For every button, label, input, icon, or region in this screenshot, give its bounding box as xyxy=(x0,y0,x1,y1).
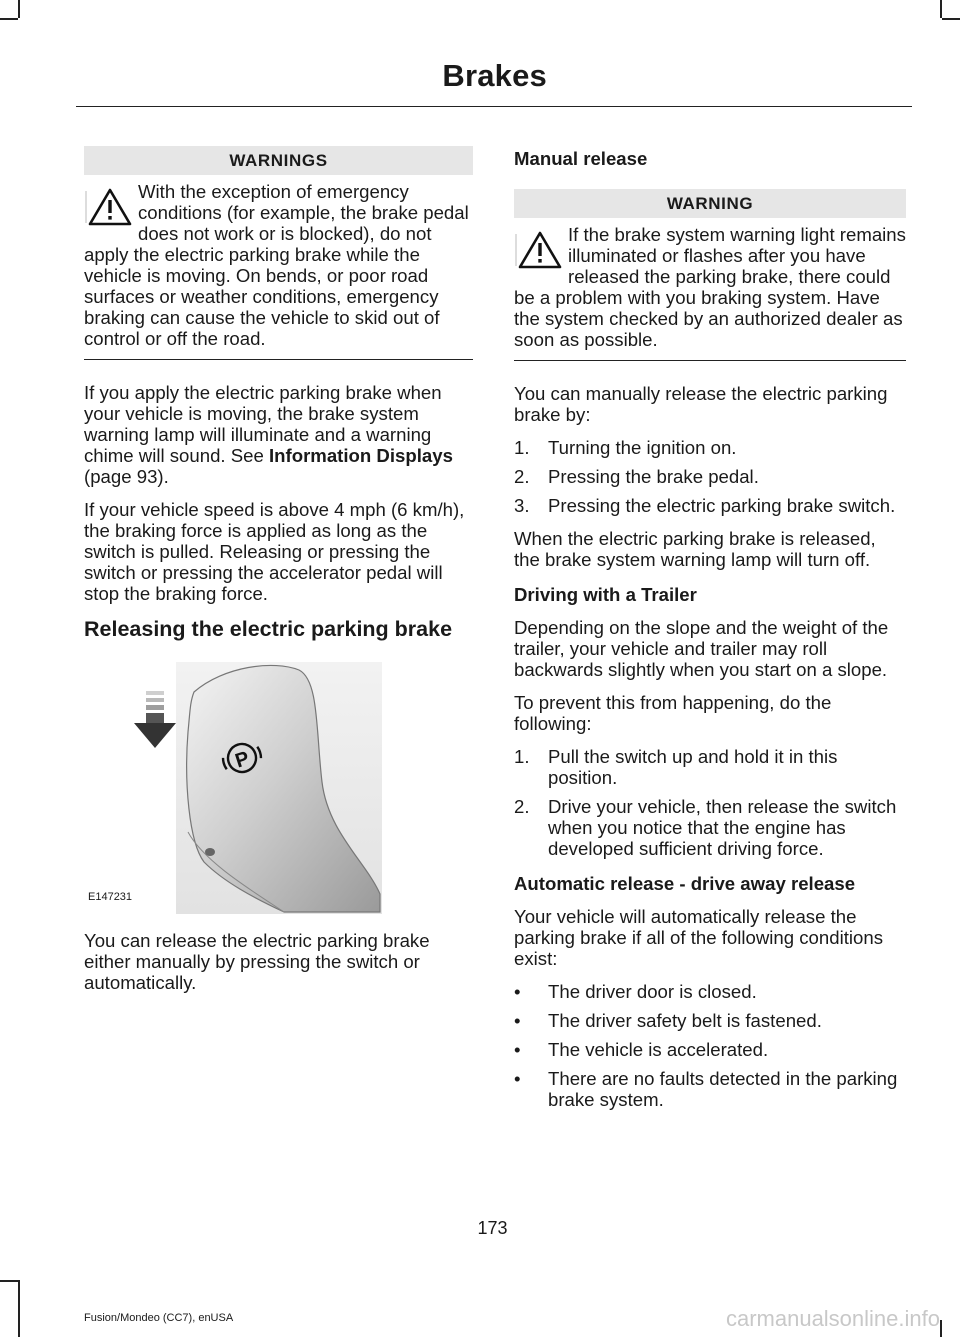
warning-text: With the exception of emergency conditions (for example, the brake pedal does not work or is blocked), do not apply the electric parking brake while the vehicle is moving. On bends, or poor road surfaces or weather conditions, emergency braking can cause the vehicle to skid out of control or off the road. xyxy=(84,181,469,349)
manual-release-steps xyxy=(514,437,906,516)
list-text: Pressing the brake pedal. xyxy=(548,466,759,487)
crop-mark xyxy=(940,1320,942,1337)
warning-text: If the brake system warning light remains illuminated or flashes after you have released the parking brake, there could be a problem with you braking system. Have the system checked by an authorized dealer as soon as possible. xyxy=(514,224,906,350)
paragraph: You can release the electric parking brake either manually by pressing the switch or automatically. xyxy=(84,930,430,993)
paragraph: Your vehicle will automatically release the parking brake if all of the following conditions exist: xyxy=(514,906,883,969)
paragraph: Depending on the slope and the weight of the trailer, your vehicle and trailer may roll backwards slightly when you start on a slope. xyxy=(514,617,889,680)
bullet: • xyxy=(514,981,521,1002)
warning-heading: WARNING xyxy=(514,189,906,218)
figure-code: E147231 xyxy=(88,891,133,903)
parking-brake-switch-illustration xyxy=(84,662,384,914)
list-text: The driver safety belt is fastened. xyxy=(548,1010,822,1031)
warning-triangle-icon xyxy=(514,230,562,270)
crop-mark xyxy=(940,0,942,18)
warning-body xyxy=(514,224,906,350)
page-title: Brakes xyxy=(442,58,547,93)
model-label: Fusion/Mondeo (CC7), enUSA xyxy=(84,1312,234,1324)
list-number: 1. xyxy=(514,437,530,458)
site-watermark: carmanualsonline.info xyxy=(725,1306,940,1331)
automatic-release-heading: Automatic release - drive away release xyxy=(514,873,856,894)
crop-mark xyxy=(18,1280,20,1337)
bullet: • xyxy=(514,1039,521,1060)
warning-divider xyxy=(84,359,473,360)
list-item xyxy=(514,1010,906,1031)
list-item xyxy=(514,466,906,487)
manual-release-heading: Manual release xyxy=(514,148,648,169)
section-heading: Releasing the electric parking brake xyxy=(84,617,453,641)
warning-box xyxy=(514,189,906,361)
bullet: • xyxy=(514,1068,521,1089)
list-text: Drive your vehicle, then release the switch when you notice that the engine has developed sufficient driving force. xyxy=(548,796,897,859)
list-item xyxy=(514,746,906,788)
crop-mark xyxy=(942,18,960,20)
list-text: Turning the ignition on. xyxy=(548,437,737,458)
page-number: 173 xyxy=(477,1218,508,1238)
warnings-box xyxy=(84,146,473,360)
list-text: The driver door is closed. xyxy=(548,981,757,1002)
list-text: There are no faults detected in the parking brake system. xyxy=(548,1068,898,1110)
list-number: 2. xyxy=(514,796,530,817)
list-text: Pressing the electric parking brake switch. xyxy=(548,495,896,516)
warning-divider xyxy=(514,360,906,361)
list-number: 2. xyxy=(514,466,530,487)
list-number: 1. xyxy=(514,746,530,767)
paragraph: You can manually release the electric parking brake by: xyxy=(514,383,888,425)
trailer-steps xyxy=(514,746,906,859)
list-item xyxy=(514,981,906,1002)
list-item xyxy=(514,437,906,458)
header-divider xyxy=(76,106,912,107)
list-text: The vehicle is accelerated. xyxy=(548,1039,769,1060)
paragraph: When the electric parking brake is released, the brake system warning lamp will turn off. xyxy=(514,528,876,570)
crop-mark xyxy=(0,18,18,20)
right-column xyxy=(514,146,906,1122)
paragraph-text: If you apply the electric parking brake when your vehicle is moving, the brake system warning lamp will illuminate and a warning chime will sound. See xyxy=(84,382,442,466)
page-reference: (page 93). xyxy=(84,466,169,487)
warning-triangle-icon xyxy=(84,187,132,227)
crop-mark xyxy=(0,1280,18,1282)
paragraph xyxy=(84,382,473,487)
paragraph: To prevent this from happening, do the following: xyxy=(514,692,832,734)
parking-symbol-letter: P xyxy=(232,747,253,773)
paragraph: If your vehicle speed is above 4 mph (6 km/h), the braking force is applied as long as the switch is pulled. Releasing or pressing the switch or pressing the accelerator pedal will stop the braking force. xyxy=(84,499,465,604)
warnings-heading: WARNINGS xyxy=(84,146,473,175)
cross-reference-link[interactable]: Information Displays xyxy=(269,445,453,466)
trailer-heading: Driving with a Trailer xyxy=(514,584,697,605)
list-item xyxy=(514,796,906,859)
bullet: • xyxy=(514,1010,521,1031)
list-item xyxy=(514,1068,906,1110)
list-item xyxy=(514,495,906,516)
left-column xyxy=(84,146,473,1005)
list-number: 3. xyxy=(514,495,530,516)
warning-body xyxy=(84,181,473,349)
parking-brake-figure xyxy=(84,662,384,914)
list-item xyxy=(514,1039,906,1060)
list-text: Pull the switch up and hold it in this position. xyxy=(548,746,838,788)
conditions-list xyxy=(514,981,906,1110)
crop-mark xyxy=(18,0,20,18)
